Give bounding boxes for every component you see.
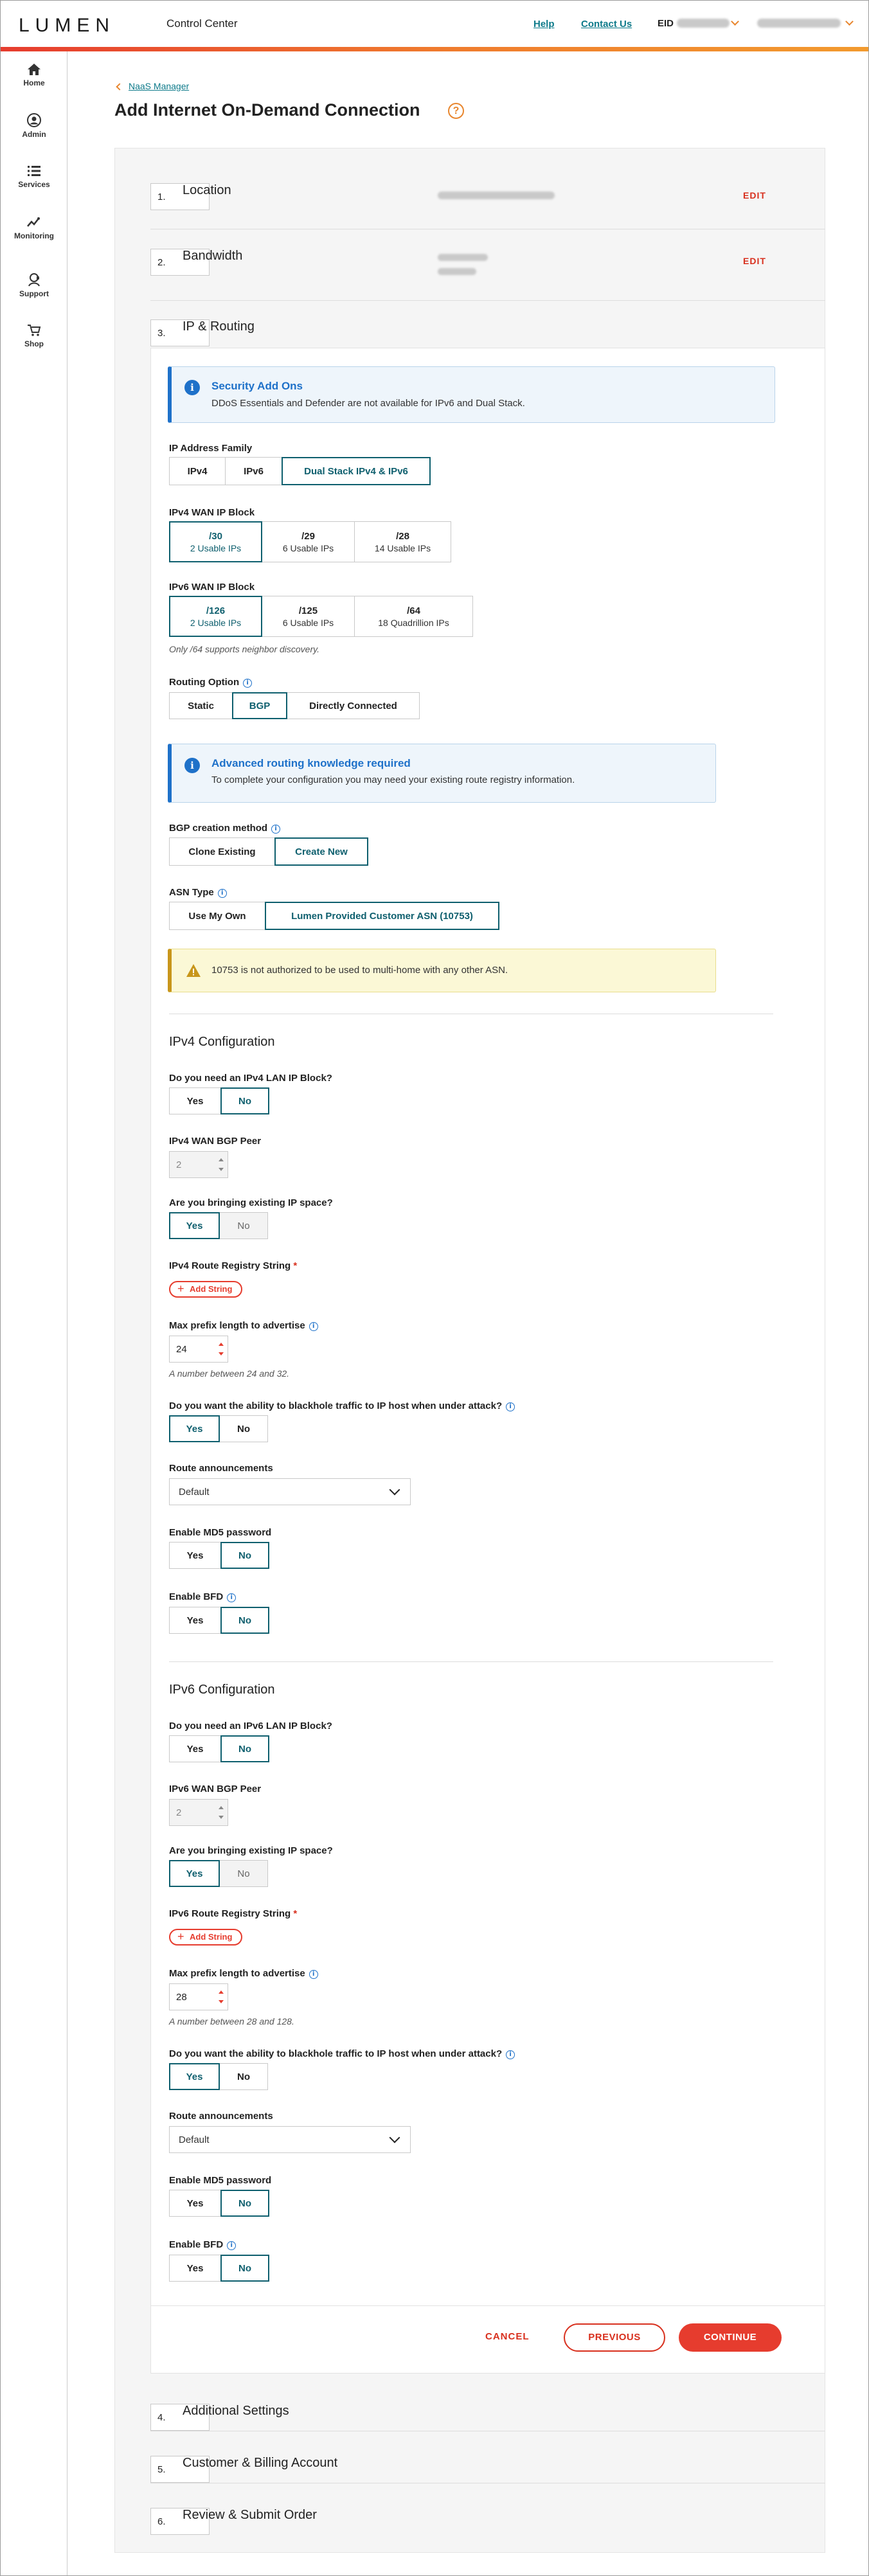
lumen-logo[interactable]: LUMEN: [19, 15, 116, 36]
block-size: /30: [209, 530, 222, 542]
info-icon[interactable]: i: [309, 1970, 318, 1979]
ipv4-lan-no[interactable]: No: [220, 1087, 269, 1114]
increment-arrow-icon[interactable]: [219, 1990, 224, 1994]
required-marker: *: [293, 1260, 298, 1271]
sidebar-item-support[interactable]: [1, 273, 67, 298]
bandwidth-summary-redacted: [438, 268, 476, 275]
notice-title: Security Add Ons: [211, 380, 303, 392]
ipv4-lan-yes[interactable]: Yes: [169, 1087, 221, 1114]
info-icon[interactable]: i: [243, 679, 252, 688]
help-circle-icon[interactable]: ?: [448, 103, 464, 119]
ipv6-blackhole-yes[interactable]: Yes: [169, 2063, 220, 2090]
info-icon[interactable]: i: [218, 889, 227, 898]
step-label: Location: [183, 183, 231, 197]
ipv6-prefix-text: Max prefix length to advertise: [169, 1968, 305, 1979]
edit-bandwidth-button[interactable]: EDIT: [743, 256, 766, 266]
routing-bgp[interactable]: BGP: [232, 692, 287, 719]
info-icon[interactable]: i: [506, 1402, 515, 1411]
decrement-arrow-icon[interactable]: [219, 1816, 224, 1819]
support-icon: [27, 273, 41, 287]
ipv6-blackhole-toggle: [169, 2063, 267, 2090]
warning-icon: [186, 963, 201, 978]
ipv4-lan-toggle: [169, 1087, 269, 1114]
info-icon: i: [184, 380, 200, 395]
ipv4-blackhole-yes[interactable]: Yes: [169, 1415, 220, 1442]
user-chevron-down-icon[interactable]: [845, 17, 854, 26]
ipv6-bfd-yes[interactable]: Yes: [169, 2255, 221, 2282]
breadcrumb-naas-manager[interactable]: NaaS Manager: [129, 81, 190, 91]
step-label: Bandwidth: [183, 249, 243, 263]
ipv4-announce-label: Route announcements: [169, 1463, 273, 1474]
ipv6-wan-note: Only /64 supports neighbor discovery.: [169, 644, 319, 654]
pulse-icon: [27, 216, 41, 229]
user-circle-icon: [27, 113, 41, 127]
ipv6-blackhole-text: Do you want the ability to blackhole traffic to IP host when under attack?: [169, 2048, 503, 2059]
ipv4-wan-option-30[interactable]: [169, 521, 262, 562]
chevron-down-icon: [390, 2133, 400, 2143]
asn-lumen-provided[interactable]: Lumen Provided Customer ASN (10753): [265, 902, 499, 930]
ipv4-registry-text: IPv4 Route Registry String: [169, 1260, 291, 1271]
ipv6-bfd-text: Enable BFD: [169, 2239, 224, 2250]
page-title: Add Internet On-Demand Connection: [114, 100, 420, 120]
step-number: 2.: [150, 249, 210, 276]
sidebar-item-shop[interactable]: [1, 324, 67, 348]
add-string-label: Add String: [190, 1932, 233, 1942]
ipv6-add-string-button[interactable]: [169, 1929, 242, 1945]
ipv4-prefix-text: Max prefix length to advertise: [169, 1320, 305, 1331]
add-string-label: Add String: [190, 1284, 233, 1294]
usable-ips: 2 Usable IPs: [190, 617, 242, 628]
sidebar-item-services[interactable]: [1, 165, 67, 189]
ipv4-add-string-button[interactable]: [169, 1281, 242, 1298]
ipv4-bfd-text: Enable BFD: [169, 1591, 224, 1602]
routing-directly-connected[interactable]: Directly Connected: [287, 692, 420, 719]
ip-family-ipv4[interactable]: IPv4: [169, 457, 226, 485]
section-divider: [169, 1661, 773, 1662]
security-add-ons-notice: [168, 366, 775, 423]
help-link[interactable]: Help: [533, 19, 555, 30]
ipv4-prefix-note: A number between 24 and 32.: [169, 1368, 290, 1379]
ipv6-md5-toggle: [169, 2190, 269, 2217]
ipv4-existing-no[interactable]: No: [219, 1212, 268, 1239]
bandwidth-summary-redacted: [438, 254, 488, 261]
ipv6-peer-label: IPv6 WAN BGP Peer: [169, 1784, 262, 1794]
info-icon[interactable]: i: [309, 1322, 318, 1331]
ipv6-lan-toggle: [169, 1735, 269, 1762]
step-number: 3.: [150, 319, 210, 346]
ipv4-wan-selector: [169, 521, 451, 562]
ipv6-md5-yes[interactable]: Yes: [169, 2190, 221, 2217]
ipv6-md5-no[interactable]: No: [220, 2190, 269, 2217]
stepper-value: 2: [176, 1159, 182, 1170]
ipv4-existing-toggle: [169, 1212, 267, 1239]
sidebar-item-label: Shop: [24, 339, 44, 348]
stepper-value: 24: [176, 1344, 187, 1355]
ipv6-announce-label: Route announcements: [169, 2111, 273, 2122]
asn-use-my-own[interactable]: Use My Own: [169, 902, 265, 930]
info-icon[interactable]: i: [227, 2241, 236, 2250]
location-summary-redacted: [438, 192, 555, 199]
ipv4-peer-label: IPv4 WAN BGP Peer: [169, 1136, 262, 1147]
ipv6-existing-yes[interactable]: Yes: [169, 1860, 220, 1887]
app-title: Control Center: [166, 17, 238, 30]
ip-family-selector: [169, 457, 430, 485]
select-value: Default: [179, 2134, 210, 2145]
ipv6-existing-toggle: [169, 1860, 267, 1887]
sidebar-item-home[interactable]: [1, 63, 67, 87]
increment-arrow-icon[interactable]: [219, 1806, 224, 1809]
warning-text: 10753 is not authorized to be used to multi-home with any other ASN.: [211, 965, 508, 976]
step-label: IP & Routing: [183, 319, 255, 334]
continue-button[interactable]: CONTINUE: [679, 2323, 782, 2352]
block-size: /28: [396, 530, 409, 542]
decrement-arrow-icon[interactable]: [219, 1168, 224, 1171]
info-icon: i: [184, 758, 200, 773]
bgp-method-selector: [169, 837, 368, 866]
ip-family-ipv6[interactable]: IPv6: [225, 457, 282, 485]
list-icon: [27, 165, 41, 177]
contact-us-link[interactable]: Contact Us: [581, 19, 632, 30]
decrement-arrow-icon[interactable]: [219, 2000, 224, 2003]
ipv6-prefix-stepper[interactable]: [169, 1983, 228, 2010]
ipv6-wan-option-125[interactable]: [262, 596, 355, 637]
usable-ips: 2 Usable IPs: [190, 542, 242, 553]
top-bar: [1, 1, 868, 47]
routing-static[interactable]: Static: [169, 692, 233, 719]
asn-type-label: [169, 887, 227, 898]
block-size: /64: [407, 605, 420, 616]
notice-title: Advanced routing knowledge required: [211, 757, 411, 769]
ipv6-blackhole-question: [169, 2048, 515, 2059]
info-icon[interactable]: i: [506, 2050, 515, 2059]
footer-divider: [151, 2305, 825, 2306]
order-steps-panel: [114, 148, 825, 2553]
ipv4-wan-label: IPv4 WAN IP Block: [169, 507, 255, 518]
ipv4-bfd-toggle: [169, 1607, 269, 1634]
usable-ips: 18 Quadrillion IPs: [378, 617, 449, 628]
bgp-method-text: BGP creation method: [169, 823, 268, 834]
ip-routing-form: [150, 348, 825, 2374]
asn-type-selector: [169, 902, 499, 930]
brand-gradient-bar: [1, 47, 868, 51]
bgp-method-label: [169, 823, 280, 834]
notice-text: DDoS Essentials and Defender are not available for IPv6 and Dual Stack.: [211, 398, 525, 409]
eid-chevron-down-icon[interactable]: [731, 17, 739, 26]
ipv6-wan-label: IPv6 WAN IP Block: [169, 582, 255, 593]
ipv4-md5-yes[interactable]: Yes: [169, 1542, 221, 1569]
block-size: /126: [206, 605, 226, 616]
plus-icon: +: [177, 1930, 184, 1943]
main-content: [68, 51, 868, 2576]
ipv6-wan-option-126[interactable]: [169, 596, 262, 637]
usable-ips: 6 Usable IPs: [282, 542, 334, 553]
advanced-routing-notice: [168, 744, 716, 803]
ipv4-md5-label: Enable MD5 password: [169, 1527, 272, 1538]
asn-warning-notice: [168, 949, 716, 992]
step-label: Review & Submit Order: [183, 2508, 317, 2522]
ipv4-bfd-no[interactable]: No: [220, 1607, 269, 1634]
ipv6-md5-label: Enable MD5 password: [169, 2175, 272, 2186]
previous-button[interactable]: PREVIOUS: [564, 2323, 665, 2352]
routing-option-label: [169, 677, 252, 688]
bgp-clone-existing[interactable]: Clone Existing: [169, 837, 275, 866]
user-name-redacted[interactable]: [757, 19, 841, 28]
ipv4-md5-no[interactable]: No: [220, 1542, 269, 1569]
ipv6-bfd-no[interactable]: No: [220, 2255, 269, 2282]
ip-family-label: IP Address Family: [169, 443, 253, 454]
ipv4-bfd-yes[interactable]: Yes: [169, 1607, 221, 1634]
cancel-button[interactable]: CANCEL: [485, 2331, 530, 2342]
step-divider: [150, 300, 825, 301]
required-marker: *: [293, 1908, 298, 1919]
select-value: Default: [179, 1487, 210, 1498]
ipv4-lan-question: Do you need an IPv4 LAN IP Block?: [169, 1073, 332, 1084]
decrement-arrow-icon[interactable]: [219, 1352, 224, 1355]
step-number: 1.: [150, 183, 210, 210]
home-icon: [27, 63, 41, 76]
ipv4-wan-option-29[interactable]: [262, 521, 355, 562]
routing-option-selector: [169, 692, 419, 719]
ipv4-blackhole-toggle: [169, 1415, 267, 1442]
sidebar-item-monitoring[interactable]: [1, 216, 67, 240]
back-chevron-icon[interactable]: [116, 83, 123, 90]
info-icon[interactable]: i: [271, 825, 280, 834]
notice-text: To complete your configuration you may need your existing route registry information.: [211, 774, 575, 785]
ipv4-prefix-stepper[interactable]: [169, 1336, 228, 1363]
ipv6-blackhole-no[interactable]: No: [219, 2063, 268, 2090]
ipv4-blackhole-no[interactable]: No: [219, 1415, 268, 1442]
ipv4-bfd-label: [169, 1591, 236, 1602]
edit-location-button[interactable]: EDIT: [743, 190, 766, 201]
ipv6-existing-no[interactable]: No: [219, 1860, 268, 1887]
bgp-create-new[interactable]: Create New: [274, 837, 368, 866]
ipv6-announce-select[interactable]: [169, 2126, 411, 2153]
ipv6-wan-selector: [169, 596, 472, 637]
ipv6-registry-label: [169, 1908, 297, 1919]
sidebar: [1, 51, 67, 2576]
ipv4-peer-stepper[interactable]: [169, 1151, 228, 1178]
ipv4-registry-label: [169, 1260, 297, 1271]
ipv4-prefix-label: [169, 1320, 318, 1331]
ipv4-existing-yes[interactable]: Yes: [169, 1212, 220, 1239]
ipv6-lan-no[interactable]: No: [220, 1735, 269, 1762]
eid-label: EID: [658, 18, 674, 29]
step-number: 5.: [150, 2456, 210, 2483]
ipv6-config-heading: IPv6 Configuration: [169, 1683, 275, 1697]
increment-arrow-icon[interactable]: [219, 1158, 224, 1161]
ip-family-dual-stack[interactable]: Dual Stack IPv4 & IPv6: [282, 457, 431, 485]
step-label: Customer & Billing Account: [183, 2456, 338, 2470]
ipv6-prefix-note: A number between 28 and 128.: [169, 2016, 294, 2026]
ipv4-existing-question: Are you bringing existing IP space?: [169, 1197, 333, 1208]
usable-ips: 6 Usable IPs: [282, 617, 334, 628]
stepper-value: 2: [176, 1807, 182, 1818]
ipv4-blackhole-text: Do you want the ability to blackhole traffic to IP host when under attack?: [169, 1400, 503, 1411]
routing-option-text: Routing Option: [169, 677, 240, 688]
sidebar-item-label: Services: [18, 180, 50, 189]
ipv4-wan-option-28[interactable]: [354, 521, 451, 562]
info-icon[interactable]: i: [227, 1593, 236, 1602]
ipv6-lan-question: Do you need an IPv6 LAN IP Block?: [169, 1721, 332, 1731]
usable-ips: 14 Usable IPs: [374, 542, 431, 553]
ipv6-peer-stepper[interactable]: [169, 1799, 228, 1826]
sidebar-item-admin[interactable]: [1, 113, 67, 139]
asn-type-text: ASN Type: [169, 887, 214, 898]
ipv6-wan-option-64[interactable]: [354, 596, 473, 637]
sidebar-item-label: Monitoring: [14, 231, 54, 240]
stepper-value: 28: [176, 1992, 187, 2003]
cart-icon: [27, 324, 41, 337]
chevron-down-icon: [390, 1485, 400, 1496]
plus-icon: +: [177, 1282, 184, 1295]
ipv4-blackhole-question: [169, 1400, 515, 1411]
ipv4-md5-toggle: [169, 1542, 269, 1569]
eid-value-redacted[interactable]: [677, 19, 730, 28]
step-label: Additional Settings: [183, 2404, 289, 2418]
sidebar-item-label: Support: [19, 289, 49, 298]
block-size: /125: [298, 605, 318, 616]
sidebar-item-label: Home: [23, 78, 45, 87]
ipv6-lan-yes[interactable]: Yes: [169, 1735, 221, 1762]
ipv6-prefix-label: [169, 1968, 318, 1979]
ipv6-bfd-toggle: [169, 2255, 269, 2282]
step-number: 6.: [150, 2508, 210, 2535]
sidebar-item-label: Admin: [22, 130, 46, 139]
ipv6-existing-question: Are you bringing existing IP space?: [169, 1845, 333, 1856]
increment-arrow-icon[interactable]: [219, 1343, 224, 1346]
ipv4-config-heading: IPv4 Configuration: [169, 1035, 275, 1049]
ipv4-announce-select[interactable]: [169, 1478, 411, 1505]
ipv6-bfd-label: [169, 2239, 236, 2250]
step-number: 4.: [150, 2404, 210, 2431]
block-size: /29: [301, 530, 315, 542]
ipv6-registry-text: IPv6 Route Registry String: [169, 1908, 291, 1919]
